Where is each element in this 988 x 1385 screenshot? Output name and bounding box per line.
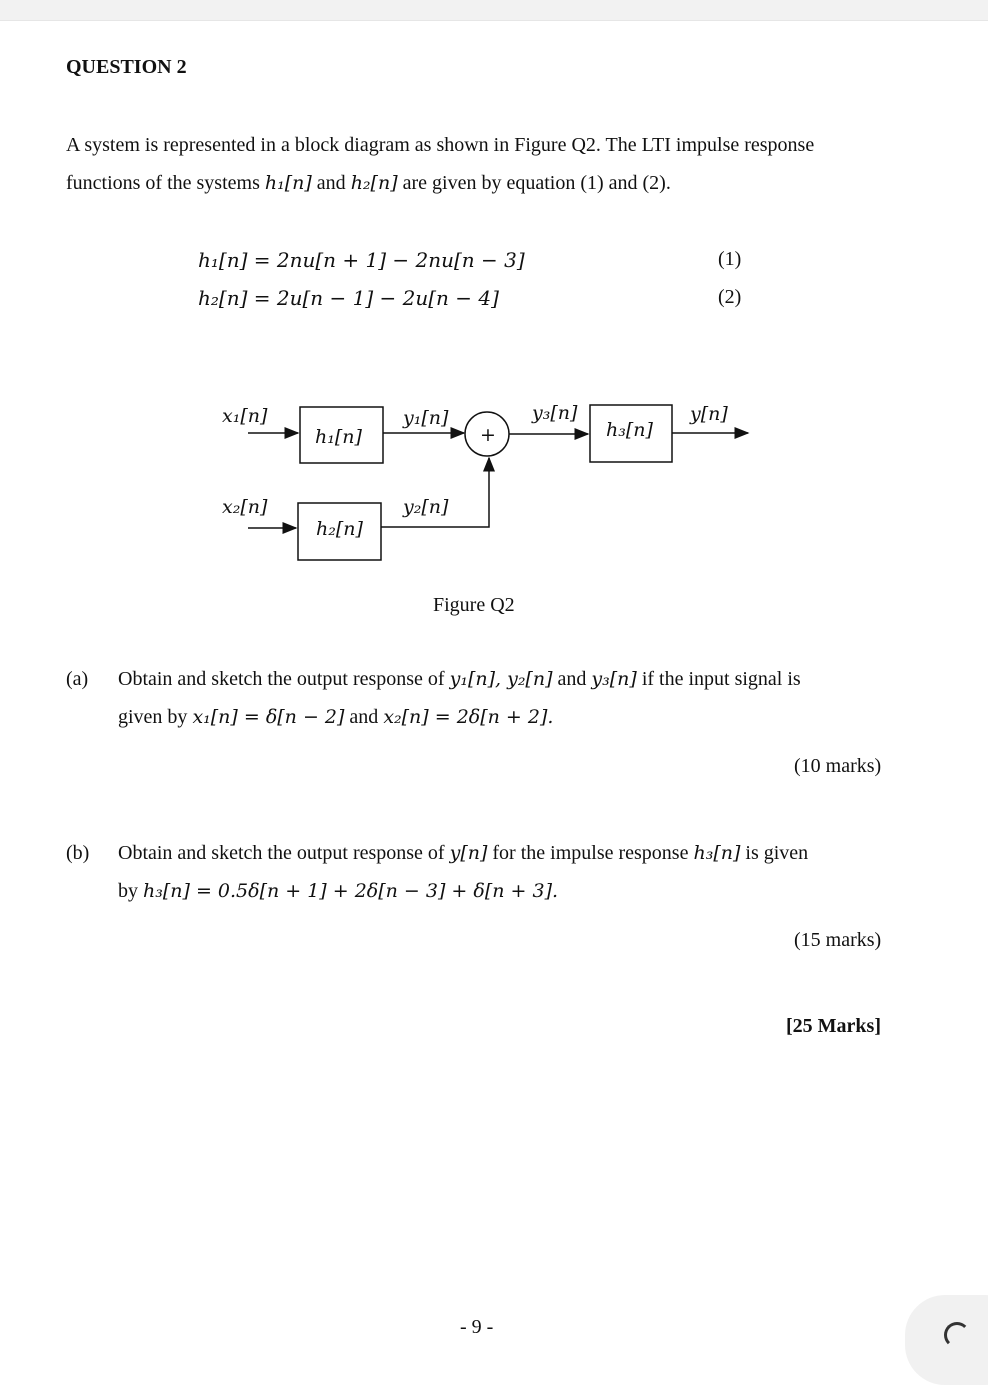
h3-block-label: h₃[n] — [606, 419, 653, 441]
figure-caption: Figure Q2 — [433, 594, 515, 616]
part-a-text-3: given by — [118, 706, 193, 728]
part-a-text-and-2: and — [344, 706, 384, 728]
part-b-text-1: Obtain and sketch the output response of — [118, 842, 450, 864]
part-b-text-3: is given — [740, 842, 809, 864]
y3-label: y₃[n] — [532, 402, 578, 424]
x1-label: x₁[n] — [222, 405, 268, 427]
intro-h2: h₂[n] — [350, 172, 398, 194]
part-a-y1-y2: y₁[n], y₂[n] — [449, 668, 553, 690]
h1-block-label: h₁[n] — [315, 426, 362, 448]
x2-label: x₂[n] — [222, 496, 268, 518]
part-a-x1: x₁[n] = δ[n − 2] — [192, 706, 345, 728]
part-b-h3-expr: h₃[n] = 0.5δ[n + 1] + 2δ[n − 3] + δ[n + 3]. — [143, 880, 559, 902]
y-label: y[n] — [690, 403, 728, 425]
intro-h1: h₁[n] — [264, 172, 312, 194]
part-b-label: (b) — [66, 842, 90, 864]
y1-label: y₁[n] — [403, 407, 449, 429]
part-a-text-2: if the input signal is — [636, 668, 801, 690]
intro-text-a: functions of the systems — [66, 172, 265, 194]
part-a-y3: y₃[n] — [591, 668, 637, 690]
part-a-line-1 — [118, 668, 801, 691]
summing-symbol: + — [480, 424, 496, 446]
block-diagram — [0, 0, 988, 640]
h2-block-label: h₂[n] — [316, 518, 363, 540]
equation-2-number: (2) — [718, 286, 742, 308]
intro-text-b: are given by equation (1) and (2). — [402, 172, 671, 194]
part-a-x2: x₂[n] = 2δ[n + 2]. — [383, 706, 554, 728]
part-b-h3: h₃[n] — [693, 842, 741, 864]
part-a-line-2 — [118, 706, 553, 729]
question-title: QUESTION 2 — [66, 56, 187, 78]
intro-text-and: and — [316, 172, 351, 194]
part-b-text-2: for the impulse response — [487, 842, 694, 864]
part-b-line-1 — [118, 842, 808, 865]
intro-line-1: A system is represented in a block diagram as shown in Figure Q2. The LTI impulse response — [66, 134, 815, 156]
part-b-line-2 — [118, 880, 558, 903]
part-b-marks: (15 marks) — [794, 929, 882, 951]
equation-1: h₁[n] = 2nu[n + 1] − 2nu[n − 3] — [198, 248, 525, 272]
y2-label: y₂[n] — [403, 496, 449, 518]
part-a-label: (a) — [66, 668, 89, 690]
equation-1-number: (1) — [718, 248, 742, 270]
search-icon — [944, 1322, 970, 1348]
part-a-text-1: Obtain and sketch the output response of — [118, 668, 450, 690]
part-a-text-and: and — [552, 668, 592, 690]
part-b-y: y[n] — [449, 842, 488, 864]
part-a-marks: (10 marks) — [794, 755, 882, 777]
equation-2: h₂[n] = 2u[n − 1] − 2u[n − 4] — [198, 286, 499, 310]
part-b-text-4: by — [118, 880, 143, 902]
page-number: - 9 - — [460, 1316, 494, 1338]
total-marks: [25 Marks] — [786, 1015, 881, 1037]
